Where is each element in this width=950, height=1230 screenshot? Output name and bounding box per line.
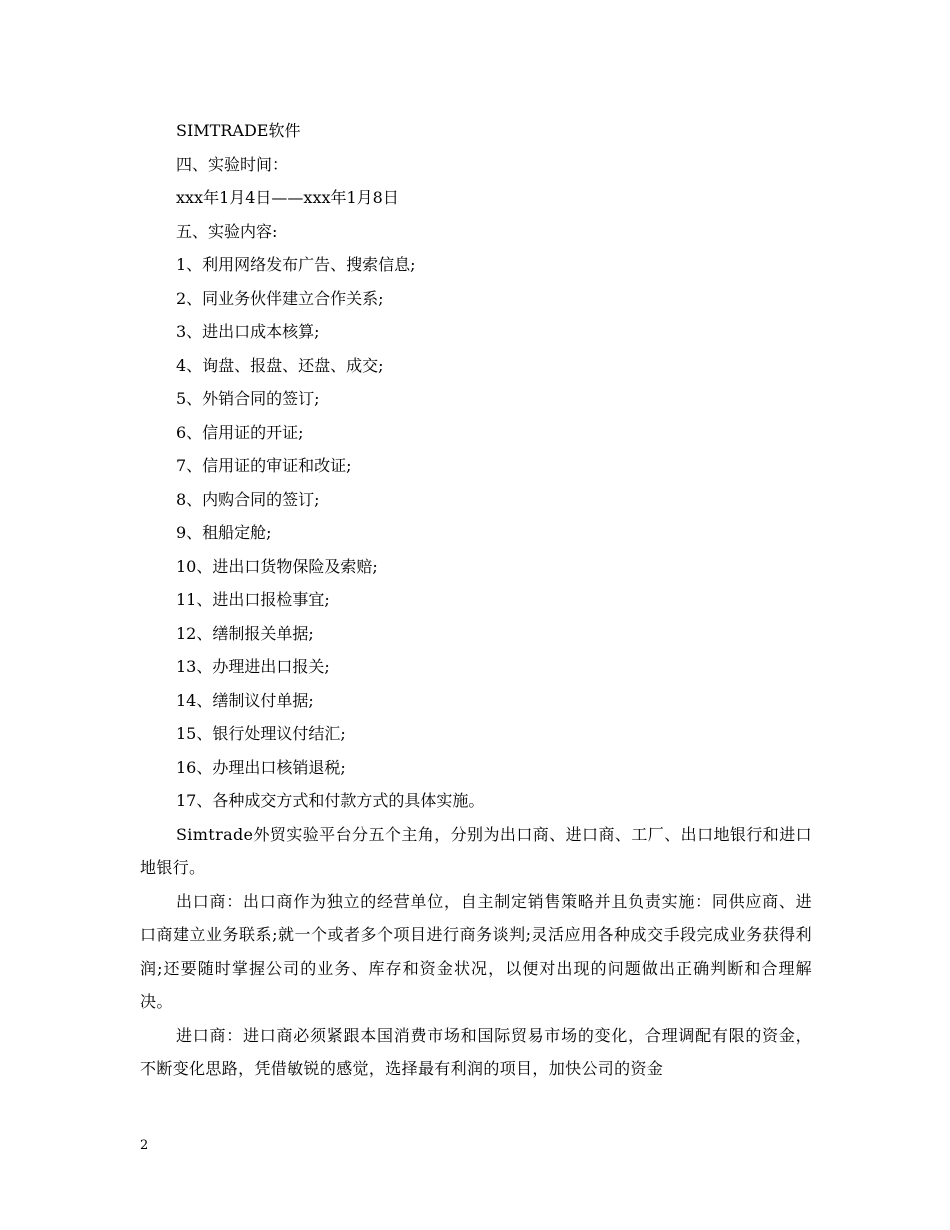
- list-item: 16、办理出口核销退税;: [176, 757, 346, 777]
- list-item: 15、银行处理议付结汇;: [176, 724, 346, 743]
- list-item: 1、利用网络发布广告、搜索信息;: [176, 255, 416, 274]
- list-item: 4、询盘、报盘、还盘、成交;: [176, 355, 384, 375]
- list-item: 2、同业务伙伴建立合作关系;: [176, 288, 384, 308]
- list-item: 11、进出口报检事宜;: [176, 590, 330, 609]
- list-item: 17、各种成交方式和付款方式的具体实施。: [176, 791, 485, 810]
- list-item: 6、信用证的开证;: [176, 422, 304, 442]
- list-item: 14、缮制议付单据;: [176, 690, 314, 710]
- section-heading-time: 四、实验时间：: [176, 154, 289, 174]
- document-body: [140, 114, 812, 1086]
- list-item: 12、缮制报关单据;: [176, 623, 314, 643]
- list-item: 10、进出口货物保险及索赔;: [176, 556, 378, 576]
- list-item: 8、内购合同的签订;: [176, 489, 320, 509]
- paragraph-importer: 进口商：进口商必须紧跟本国消费市场和国际贸易市场的变化，合理调配有限的资金，不断变化思路，凭借敏锐的感觉，选择最有利润的项目，加快公司的资金: [140, 1025, 812, 1078]
- software-line: SIMTRADE软件: [176, 121, 301, 140]
- list-item: 3、进出口成本核算;: [176, 322, 320, 341]
- list-item: 7、信用证的审证和改证;: [176, 456, 352, 475]
- list-item: 13、办理进出口报关;: [176, 657, 330, 676]
- section-heading-content: 五、实验内容:: [176, 221, 278, 241]
- list-item: 9、租船定舱;: [176, 523, 272, 542]
- paragraph-exporter: 出口商：出口商作为独立的经营单位，自主制定销售策略并且负责实施：同供应商、进口商建立业务联系;就一个或者多个项目进行商务谈判;灵活应用各种成交手段完成业务获得利润;还要随时掌握公司的业务、库存和资金状况，以便对出现的问题做出正确判断和合理解决。: [140, 891, 812, 1011]
- page-number: 2: [140, 1138, 149, 1153]
- paragraph-platform-roles: Simtrade外贸实验平台分五个主角，分别为出口商、进口商、工厂、出口地银行和进口地银行。: [140, 824, 812, 877]
- list-item: 5、外销合同的签订;: [176, 389, 320, 408]
- experiment-date-range: xxx年1月4日——xxx年1月8日: [176, 188, 399, 207]
